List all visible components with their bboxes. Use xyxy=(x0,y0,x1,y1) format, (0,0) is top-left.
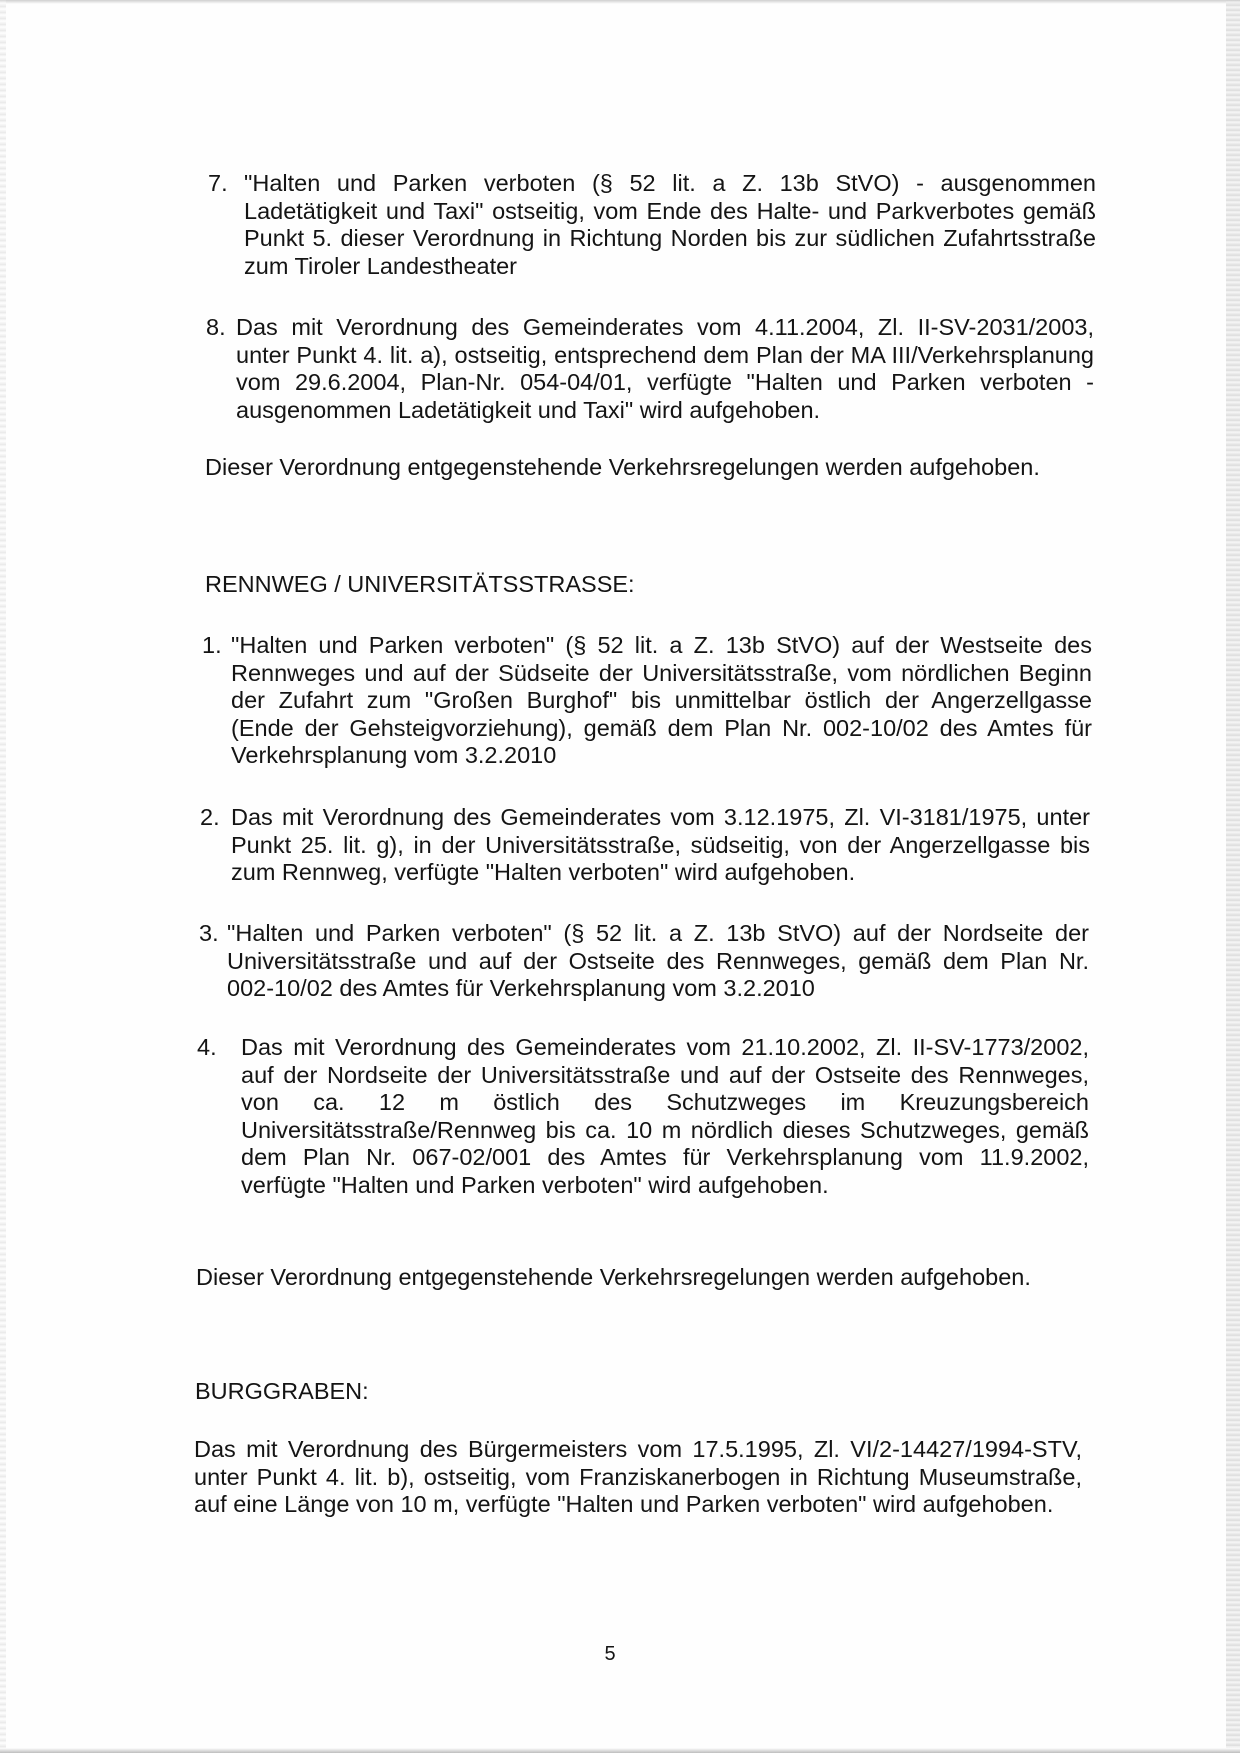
list-item-text: "Halten und Parken verboten (§ 52 lit. a Z. 13b StVO) - ausgenommen Ladetätigkeit und Taxi" ostseitig, vom Ende des Halte- und Parkverbotes gemäß Punkt 5. dieser Verordnung in Richtung Norden bis zur südlichen Zufahrtsstraße zum Tiroler Landestheater xyxy=(244,170,1096,279)
section-heading-rennweg: RENNWEG / UNIVERSITÄTSSTRASSE: xyxy=(205,571,635,597)
list-item-text: Das mit Verordnung des Gemeinderates vom 21.10.2002, Zl. II-SV-1773/2002, auf der Nordseite der Universitätsstraße und auf der Ostseite des Rennweges, von ca. 12 m östlich des Schutzweges im Kreuzungsbereich Universitätsstraße/Rennweg bis ca. 10 m nördlich dieses Schutzweges, gemäß dem Plan Nr. 067-02/001 des Amtes für Verkehrsplanung vom 11.9.2002, verfügte "Halten und Parken verboten" wird aufgehoben. xyxy=(241,1034,1089,1198)
list-item-text: Das mit Verordnung des Gemeinderates vom 3.12.1975, Zl. VI-3181/1975, unter Punkt 25. lit. g), in der Universitätsstraße, südseitig, von der Angerzellgasse bis zum Rennweg, verfügte "Halten verboten" wird aufgehoben. xyxy=(231,804,1090,885)
list-item-text: Das mit Verordnung des Gemeinderates vom 4.11.2004, Zl. II-SV-2031/2003, unter Punkt 4. lit. a), ostseitig, entsprechend dem Plan der MA III/Verkehrsplanung vom 29.6.2004, Plan-Nr. 054-04/01, verfügte "Halten und Parken verboten - ausgenommen Ladetätigkeit und Taxi" wird aufgehoben. xyxy=(236,314,1094,423)
scan-edge-right xyxy=(1226,0,1240,1753)
scan-edge-bottom xyxy=(0,1748,1240,1753)
page-number: 5 xyxy=(604,1643,616,1665)
list-item-7 xyxy=(208,170,1096,280)
list-item-number: 4. xyxy=(197,1034,217,1060)
scan-edge-left xyxy=(0,0,6,1753)
closing-paragraph: Dieser Verordnung entgegenstehende Verkehrsregelungen werden aufgehoben. xyxy=(205,454,1040,480)
closing-paragraph: Dieser Verordnung entgegenstehende Verkehrsregelungen werden aufgehoben. xyxy=(196,1264,1031,1290)
list-item-1 xyxy=(202,632,1092,770)
list-item-number: 8. xyxy=(206,314,226,340)
list-item-text: "Halten und Parken verboten" (§ 52 lit. a Z. 13b StVO) auf der Nordseite der Universitätsstraße und auf der Ostseite des Rennweges, gemäß dem Plan Nr. 002-10/02 des Amtes für Verkehrsplanung vom 3.2.2010 xyxy=(227,920,1089,1001)
section-heading-burggraben: BURGGRABEN: xyxy=(195,1378,369,1404)
list-item-number: 7. xyxy=(208,170,228,196)
scan-edge-top xyxy=(0,0,1240,4)
list-item-2 xyxy=(200,804,1090,887)
list-item-text: "Halten und Parken verboten" (§ 52 lit. a Z. 13b StVO) auf der Westseite des Rennweges und auf der Südseite der Universitätsstraße, vom nördlichen Beginn der Zufahrt zum "Großen Burghof" bis unmittelbar östlich der Angerzellgasse (Ende der Gehsteigvorziehung), gemäß dem Plan Nr. 002-10/02 des Amtes für Verkehrsplanung vom 3.2.2010 xyxy=(231,632,1092,768)
burggraben-paragraph: Das mit Verordnung des Bürgermeisters vom 17.5.1995, Zl. VI/2-14427/1994-STV, unter Punkt 4. lit. b), ostseitig, vom Franziskanerbogen in Richtung Museumstraße, auf eine Länge von 10 m, verfügte "Halten und Parken verboten" wird aufgehoben. xyxy=(194,1436,1082,1517)
list-item-number: 3. xyxy=(199,920,219,946)
list-item-number: 1. xyxy=(202,632,222,658)
list-item-3 xyxy=(199,920,1089,1003)
list-item-4 xyxy=(197,1034,1089,1199)
list-item-number: 2. xyxy=(200,804,220,830)
list-item-8 xyxy=(206,314,1094,424)
